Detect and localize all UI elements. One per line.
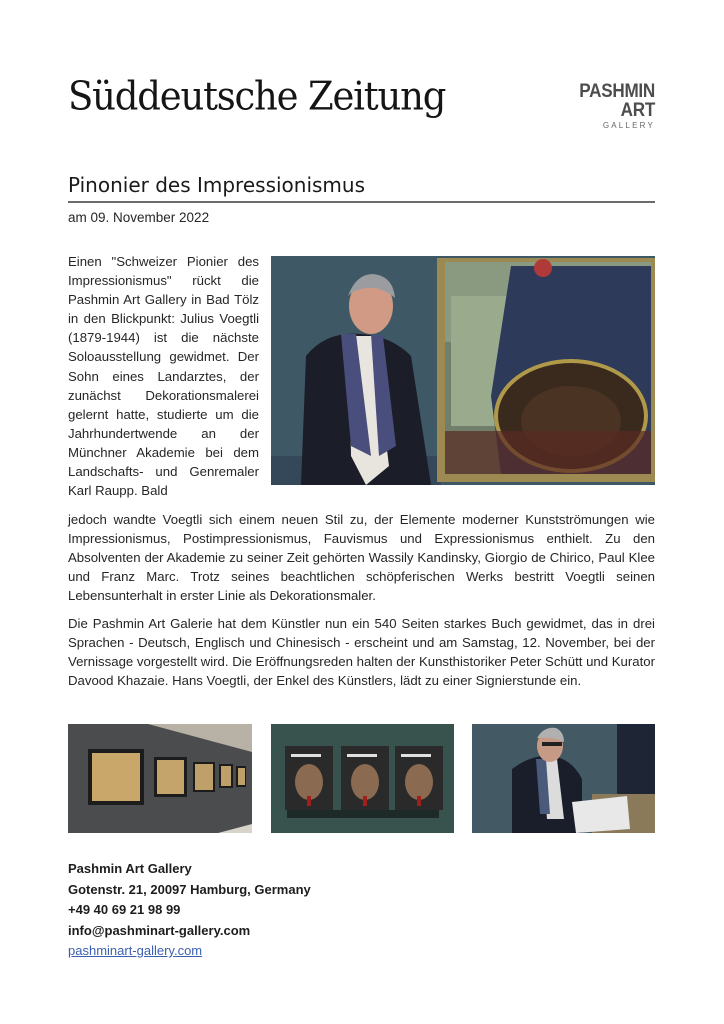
gallery-logo-name: PASHMIN ART (579, 81, 655, 121)
book-signing-image (472, 724, 655, 833)
book-signing-photo (472, 724, 655, 833)
article-date: am 09. November 2022 (68, 210, 210, 225)
article-paragraph-column: Einen "Schweizer Pionier des Impressionismus" rückt die Pashmin Art Gallery in Bad Tölz in den Blickpunkt: Julius Voegtli (1879-1944) ist die nächste Soloausstellung gewidmet. Der Sohn eines Landarztes, der zunächst Dekorationsmalerei gelernt hatte, studierte um die Jahrhundertwende an der Münchner Akademie bei dem Landschafts- und Genremaler Karl Raupp. Bald (68, 254, 259, 499)
contact-name: Pashmin Art Gallery (68, 861, 192, 876)
contact-email[interactable]: info@pashminart-gallery.com (68, 922, 251, 938)
newspaper-masthead: Süddeutsche Zeitung (68, 74, 446, 120)
man-beside-painting-image (271, 256, 655, 485)
books-display-image (271, 724, 454, 833)
article-title: Pinonier des Impressionismus (68, 173, 366, 197)
article-paragraph-full: jedoch wandte Voegtli sich einem neuen Stil zu, der Elemente moderner Kunstströmungen wie Impressionismus, Postimpressionismus, Fauvismus und Expressionismus enthielt. Zu den Absolventen der Akademie zu seiner Zeit gehörten Wassily Kandinsky, Giorgio de Chirico, Paul Klee und Franz Marc. Trotz seines beachtlichen schöpferischen Werks bestritt Voegtli seinen Lebensunterhalt in erster Linie als Dekorationsmaler. (68, 512, 655, 604)
contact-address: Gotenstr. 21, 20097 Hamburg, Germany (68, 881, 311, 897)
title-divider (68, 201, 655, 203)
contact-phone[interactable]: +49 40 69 21 98 99 (68, 902, 181, 917)
gallery-logo-subtitle: GALLERY (602, 121, 655, 130)
gallery-wall-photo (68, 724, 252, 833)
gallery-logo (549, 82, 655, 131)
article-paragraph-2: Die Pashmin Art Galerie hat dem Künstler nun ein 540 Seiten starkes Buch gewidmet, das in drei Sprachen - Deutsch, Englisch und Chinesisch - erscheint und am Samstag, 12. November, bei der Vernissage vorgestellt wird. Die Eröffnungsreden halten der Kunsthistoriker Peter Schütt und Kurator Davood Khazaie. Hans Voegtli, der Enkel des Künstlers, lädt zu einer Signierstunde ein. (68, 616, 655, 689)
gallery-wall-image (68, 724, 252, 833)
website-link[interactable]: pashminart-gallery.com (68, 943, 203, 958)
main-photo (271, 256, 655, 485)
books-display-photo (271, 724, 454, 833)
contact-block (68, 859, 311, 962)
